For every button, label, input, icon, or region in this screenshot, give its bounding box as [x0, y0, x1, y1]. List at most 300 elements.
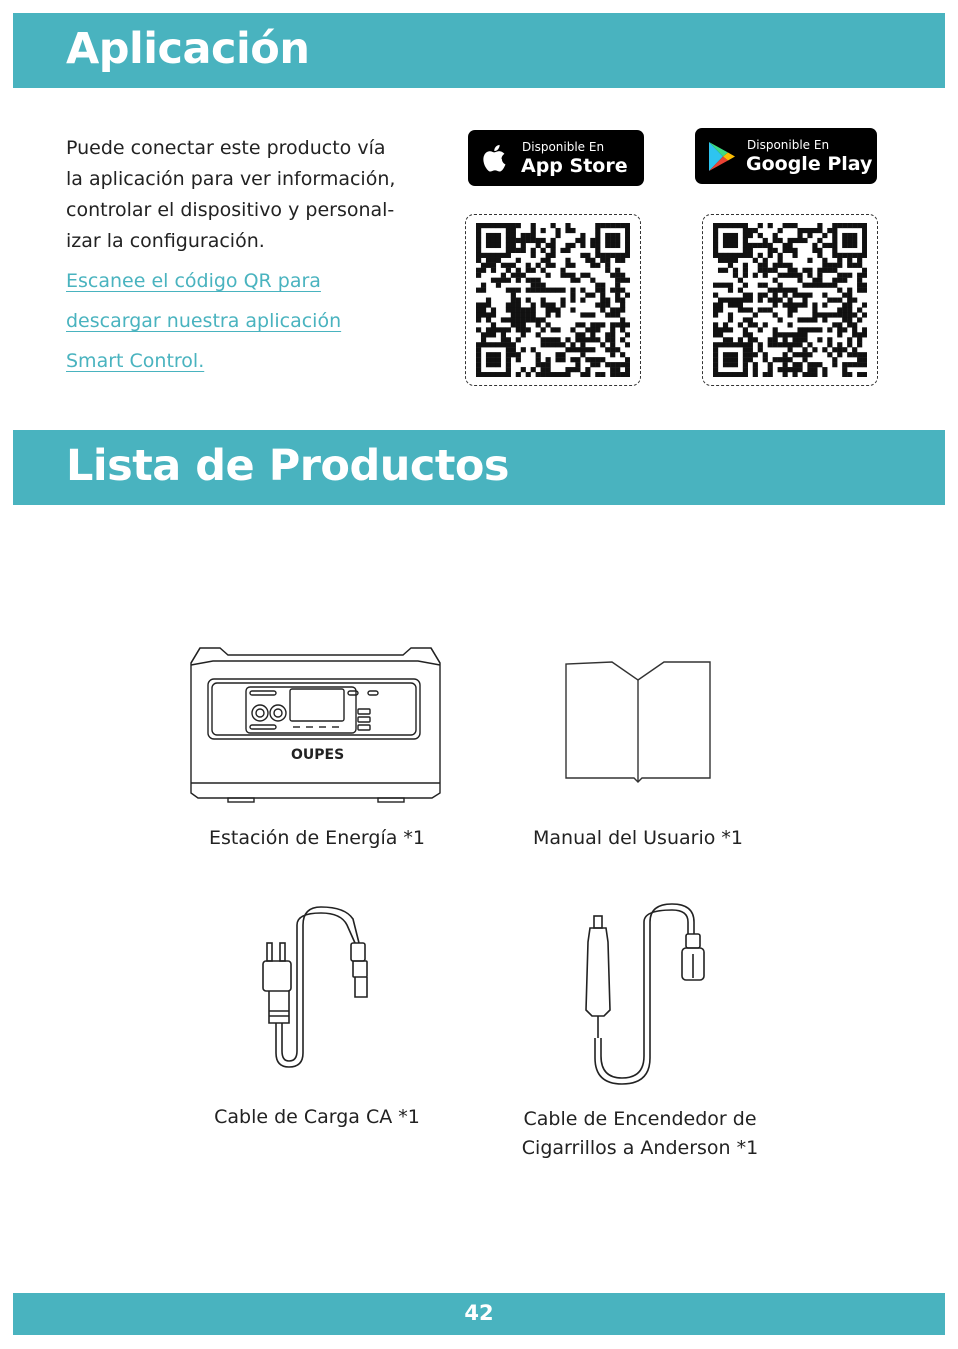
qr-module — [728, 352, 733, 357]
qr-module — [481, 263, 486, 268]
qr-module — [842, 273, 847, 278]
qr-module — [753, 258, 758, 263]
qr-module — [832, 362, 837, 367]
qr-code-google-play[interactable] — [702, 214, 878, 386]
qr-module — [802, 337, 807, 342]
qr-module — [773, 342, 778, 347]
qr-module — [486, 298, 491, 303]
qr-module — [605, 243, 610, 248]
qr-module — [738, 298, 743, 303]
qr-module — [758, 342, 763, 347]
qr-module — [832, 238, 837, 243]
qr-module — [713, 362, 718, 367]
qr-module — [590, 357, 595, 362]
qr-module — [713, 322, 718, 327]
qr-module — [555, 342, 560, 347]
qr-module — [788, 357, 793, 362]
qr-module — [778, 253, 783, 258]
qr-module — [728, 317, 733, 322]
qr-module — [521, 317, 526, 322]
qr-module — [595, 322, 600, 327]
qr-module — [718, 327, 723, 332]
qr-module — [531, 302, 536, 307]
qr-module — [536, 243, 541, 248]
qr-module — [807, 352, 812, 357]
qr-module — [713, 223, 718, 228]
qr-module — [723, 352, 728, 357]
qr-module — [481, 342, 486, 347]
qr-module — [600, 372, 605, 377]
intro-line: izar la configuración. — [66, 230, 265, 252]
qr-module — [575, 322, 580, 327]
qr-module — [733, 352, 738, 357]
qr-module — [743, 342, 748, 347]
qr-module — [486, 352, 491, 357]
qr-code-app-store[interactable] — [465, 214, 641, 386]
qr-module — [817, 253, 822, 258]
qr-module — [788, 273, 793, 278]
qr-module — [565, 228, 570, 233]
qr-module — [496, 243, 501, 248]
qr-module — [541, 258, 546, 263]
qr-module — [802, 238, 807, 243]
qr-module — [531, 347, 536, 352]
qr-module — [605, 238, 610, 243]
qr-module — [723, 253, 728, 258]
qr-module — [768, 342, 773, 347]
qr-module — [486, 317, 491, 322]
qr-module — [788, 332, 793, 337]
qr-module — [481, 253, 486, 258]
qr-module — [595, 362, 600, 367]
qr-module — [738, 342, 743, 347]
qr-module — [620, 223, 625, 228]
qr-module — [748, 347, 753, 352]
qr-module — [595, 288, 600, 293]
qr-module — [753, 352, 758, 357]
qr-module — [546, 357, 551, 362]
qr-module — [575, 238, 580, 243]
qr-module — [862, 253, 867, 258]
qr-module — [753, 273, 758, 278]
qr-module — [496, 278, 501, 283]
qr-module — [723, 337, 728, 342]
qr-module — [486, 223, 491, 228]
qr-module — [481, 283, 486, 288]
qr-module — [723, 322, 728, 327]
qr-module — [605, 332, 610, 337]
qr-module — [773, 337, 778, 342]
qr-module — [788, 302, 793, 307]
qr-module — [516, 288, 521, 293]
qr-module — [521, 347, 526, 352]
qr-module — [783, 223, 788, 228]
qr-module — [862, 273, 867, 278]
qr-module — [511, 243, 516, 248]
qr-module — [827, 268, 832, 273]
qr-module — [743, 298, 748, 303]
qr-module — [516, 327, 521, 332]
qr-module — [773, 278, 778, 283]
qr-module — [536, 352, 541, 357]
qr-module — [486, 302, 491, 307]
qr-module — [620, 372, 625, 377]
qr-module — [728, 357, 733, 362]
qr-module — [773, 268, 778, 273]
qr-module — [862, 327, 867, 332]
qr-module — [792, 372, 797, 377]
qr-module — [713, 342, 718, 347]
qr-module — [768, 307, 773, 312]
qr-module — [758, 253, 763, 258]
qr-module — [615, 298, 620, 303]
qr-module — [541, 288, 546, 293]
qr-module — [827, 263, 832, 268]
app-store-badge[interactable] — [468, 130, 644, 186]
qr-module — [723, 238, 728, 243]
qr-module — [570, 342, 575, 347]
qr-module — [551, 302, 556, 307]
qr-module — [526, 372, 531, 377]
qr-module — [778, 263, 783, 268]
qr-module — [758, 223, 763, 228]
qr-module — [837, 278, 842, 283]
qr-module — [580, 288, 585, 293]
qr-module — [728, 298, 733, 303]
qr-module — [763, 307, 768, 312]
qr-module — [768, 223, 773, 228]
qr-module — [847, 312, 852, 317]
qr-module — [783, 332, 788, 337]
qr-module — [768, 288, 773, 293]
qr-module — [481, 312, 486, 317]
qr-module — [773, 293, 778, 298]
qr-module — [615, 322, 620, 327]
qr-module — [526, 312, 531, 317]
qr-module — [842, 253, 847, 258]
qr-module — [827, 352, 832, 357]
qr-module — [610, 367, 615, 372]
qr-module — [822, 367, 827, 372]
qr-module — [718, 283, 723, 288]
qr-module — [541, 238, 546, 243]
qr-module — [600, 298, 605, 303]
qr-module — [546, 362, 551, 367]
qr-module — [768, 367, 773, 372]
qr-module — [802, 293, 807, 298]
qr-module — [555, 357, 560, 362]
qr-module — [585, 367, 590, 372]
qr-module — [802, 302, 807, 307]
qr-module — [738, 302, 743, 307]
qr-module — [605, 347, 610, 352]
qr-module — [743, 352, 748, 357]
qr-module — [610, 347, 615, 352]
qr-module — [723, 298, 728, 303]
qr-module — [862, 248, 867, 253]
qr-module — [847, 258, 852, 263]
qr-module — [541, 342, 546, 347]
qr-module — [778, 298, 783, 303]
qr-module — [797, 278, 802, 283]
qr-module — [491, 372, 496, 377]
scan-link-line[interactable]: Smart Control. — [66, 350, 205, 372]
qr-module — [778, 258, 783, 263]
qr-module — [743, 293, 748, 298]
qr-module — [812, 228, 817, 233]
qr-module — [728, 233, 733, 238]
qr-module — [551, 263, 556, 268]
qr-module — [546, 342, 551, 347]
qr-module — [857, 283, 862, 288]
qr-module — [788, 312, 793, 317]
qr-module — [788, 322, 793, 327]
qr-module — [476, 233, 481, 238]
qr-module — [758, 268, 763, 273]
qr-module — [857, 273, 862, 278]
qr-module — [511, 352, 516, 357]
qr-module — [580, 273, 585, 278]
qr-module — [822, 312, 827, 317]
google-play-badge[interactable] — [695, 128, 877, 184]
qr-module — [486, 243, 491, 248]
qr-module — [516, 278, 521, 283]
qr-module — [590, 263, 595, 268]
qr-module — [713, 367, 718, 372]
qr-module — [486, 332, 491, 337]
qr-module — [620, 302, 625, 307]
qr-module — [733, 223, 738, 228]
qr-module — [555, 352, 560, 357]
qr-module — [753, 337, 758, 342]
qr-module — [812, 372, 817, 377]
badge-small-text: Disponible En — [522, 140, 605, 154]
qr-module — [625, 233, 630, 238]
qr-module — [847, 302, 852, 307]
qr-module — [802, 283, 807, 288]
qr-module — [526, 298, 531, 303]
qr-module — [531, 238, 536, 243]
qr-module — [491, 312, 496, 317]
qr-module — [713, 253, 718, 258]
qr-module — [723, 243, 728, 248]
qr-module — [570, 307, 575, 312]
qr-module — [862, 283, 867, 288]
qr-module — [758, 263, 763, 268]
qr-module — [788, 288, 793, 293]
qr-module — [536, 238, 541, 243]
qr-module — [783, 357, 788, 362]
qr-module — [862, 243, 867, 248]
qr-module — [551, 337, 556, 342]
qr-module — [812, 317, 817, 322]
qr-module — [822, 258, 827, 263]
qr-module — [797, 317, 802, 322]
qr-module — [802, 228, 807, 233]
qr-module — [491, 332, 496, 337]
qr-module — [610, 337, 615, 342]
qr-module — [546, 288, 551, 293]
qr-module — [842, 362, 847, 367]
qr-module — [481, 337, 486, 342]
qr-module — [521, 233, 526, 238]
qr-module — [817, 238, 822, 243]
qr-module — [792, 223, 797, 228]
scan-link-line[interactable]: descargar nuestra aplicación — [66, 310, 342, 332]
qr-module — [852, 233, 857, 238]
qr-module — [531, 268, 536, 273]
qr-module — [842, 223, 847, 228]
qr-module — [526, 238, 531, 243]
qr-module — [857, 307, 862, 312]
qr-module — [615, 273, 620, 278]
qr-module — [817, 312, 822, 317]
qr-module — [476, 273, 481, 278]
product-caption: Estación de Energía *1 — [208, 827, 426, 849]
qr-module — [768, 362, 773, 367]
qr-module — [570, 243, 575, 248]
qr-module — [541, 248, 546, 253]
qr-module — [536, 357, 541, 362]
qr-module — [792, 238, 797, 243]
qr-module — [763, 273, 768, 278]
qr-module — [768, 372, 773, 377]
qr-module — [792, 288, 797, 293]
qr-module — [555, 337, 560, 342]
qr-module — [778, 283, 783, 288]
qr-module — [580, 298, 585, 303]
qr-module — [817, 337, 822, 342]
qr-module — [610, 243, 615, 248]
qr-module — [590, 327, 595, 332]
qr-module — [496, 352, 501, 357]
section-header-products — [13, 430, 945, 505]
power-station-brand: OUPES — [291, 747, 345, 763]
qr-module — [585, 327, 590, 332]
qr-module — [713, 228, 718, 233]
qr-module — [546, 312, 551, 317]
qr-module — [827, 327, 832, 332]
qr-module — [743, 317, 748, 322]
qr-module — [797, 238, 802, 243]
qr-module — [570, 273, 575, 278]
qr-module — [753, 372, 758, 377]
qr-module — [817, 273, 822, 278]
qr-module — [837, 288, 842, 293]
qr-module — [551, 223, 556, 228]
qr-module — [857, 362, 862, 367]
qr-module — [506, 248, 511, 253]
qr-module — [778, 367, 783, 372]
qr-module — [783, 273, 788, 278]
qr-module — [842, 302, 847, 307]
qr-module — [565, 347, 570, 352]
qr-module — [620, 317, 625, 322]
qr-module — [560, 288, 565, 293]
qr-module — [743, 233, 748, 238]
qr-module — [536, 317, 541, 322]
qr-module — [822, 283, 827, 288]
qr-module — [560, 342, 565, 347]
qr-module — [570, 293, 575, 298]
qr-module — [625, 362, 630, 367]
product-caption: Cable de Carga CA *1 — [214, 1106, 420, 1128]
qr-module — [501, 273, 506, 278]
qr-module — [565, 263, 570, 268]
qr-module — [832, 278, 837, 283]
qr-module — [560, 357, 565, 362]
qr-module — [615, 283, 620, 288]
qr-module — [857, 223, 862, 228]
qr-module — [536, 283, 541, 288]
qr-module — [802, 372, 807, 377]
qr-module — [847, 233, 852, 238]
qr-module — [605, 312, 610, 317]
qr-module — [792, 302, 797, 307]
qr-module — [541, 298, 546, 303]
qr-module — [743, 223, 748, 228]
qr-module — [620, 298, 625, 303]
qr-module — [590, 347, 595, 352]
qr-module — [822, 293, 827, 298]
qr-module — [590, 258, 595, 263]
qr-module — [837, 347, 842, 352]
qr-module — [476, 228, 481, 233]
qr-module — [496, 362, 501, 367]
qr-module — [743, 372, 748, 377]
qr-module — [783, 362, 788, 367]
qr-module — [516, 372, 521, 377]
qr-module — [595, 302, 600, 307]
qr-module — [625, 322, 630, 327]
qr-module — [605, 258, 610, 263]
qr-module — [792, 332, 797, 337]
qr-module — [792, 307, 797, 312]
qr-module — [585, 258, 590, 263]
qr-module — [788, 238, 793, 243]
qr-module — [531, 312, 536, 317]
qr-module — [511, 263, 516, 268]
qr-module — [812, 302, 817, 307]
qr-module — [486, 253, 491, 258]
qr-module — [763, 322, 768, 327]
qr-module — [560, 248, 565, 253]
qr-module — [817, 362, 822, 367]
qr-module — [580, 312, 585, 317]
qr-module — [847, 342, 852, 347]
qr-module — [560, 352, 565, 357]
qr-module — [728, 243, 733, 248]
power-station-illustration — [188, 643, 443, 803]
qr-module — [842, 293, 847, 298]
qr-module — [827, 283, 832, 288]
qr-module — [768, 248, 773, 253]
qr-module — [625, 248, 630, 253]
qr-module — [570, 278, 575, 283]
qr-module — [615, 268, 620, 273]
qr-module — [778, 228, 783, 233]
qr-module — [743, 362, 748, 367]
qr-module — [506, 268, 511, 273]
section-header-app — [13, 13, 945, 88]
qr-module — [748, 332, 753, 337]
qr-module — [748, 293, 753, 298]
qr-module — [842, 327, 847, 332]
qr-module — [862, 302, 867, 307]
qr-module — [491, 357, 496, 362]
scan-link-line[interactable]: Escanee el código QR para — [66, 270, 321, 292]
qr-module — [555, 372, 560, 377]
